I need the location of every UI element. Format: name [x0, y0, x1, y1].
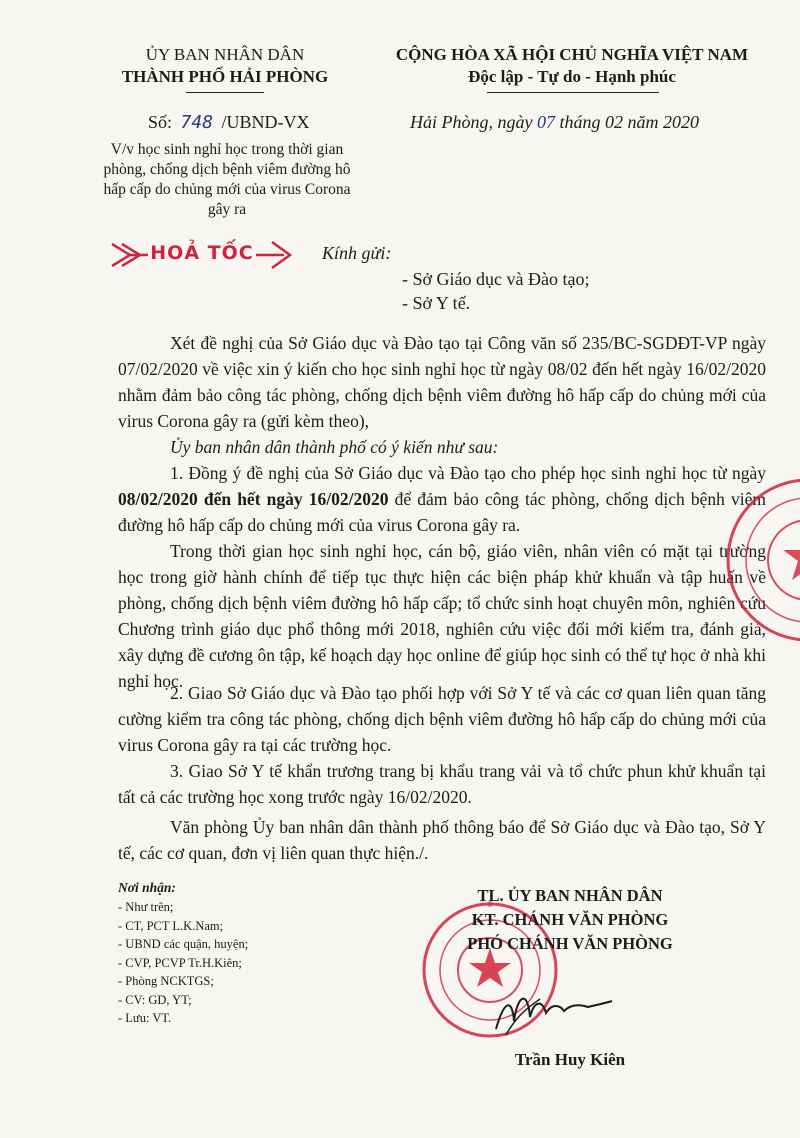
item1-text-b: để đảm bảo công tác phòng, chống dịch bệnh viêm đường hô hấp cấp do chủng mới của virus Corona gây ra.: [118, 489, 766, 535]
recipients-item: - CVP, PCVP Tr.H.Kiên;: [118, 955, 242, 970]
signature-line3: PHÓ CHÁNH VĂN PHÒNG: [467, 934, 673, 953]
urgent-stamp-text: HOẢ TỐC: [150, 242, 254, 264]
signer-name: Trần Huy Kiên: [514, 1050, 626, 1069]
recipients-list: [118, 878, 248, 1028]
nation-line2: Độc lập - Tự do - Hạnh phúc: [468, 67, 676, 86]
page-edge-seal: [718, 470, 800, 650]
body-item-3: 3. Giao Sở Y tế khẩn trương trang bị khẩu trang vải và tổ chức phun khử khuẩn tại tất cả các trường học xong trước ngày 16/02/2020.: [118, 761, 766, 807]
signature-line1: TL. ỦY BAN NHÂN DÂN: [477, 886, 663, 905]
recipients-item: - Như trên;: [118, 900, 174, 914]
recipients-item: - Lưu: VT.: [118, 1011, 172, 1025]
salutation-recipients: [402, 267, 589, 315]
recipients-title: Nơi nhận:: [118, 880, 176, 895]
recipient-item: - Sở Giáo dục và Đào tạo;: [402, 269, 590, 289]
org-name-line1: ỦY BAN NHÂN DÂN: [145, 45, 305, 64]
org-name-line2: THÀNH PHỐ HẢI PHÒNG: [121, 67, 329, 86]
urgent-stamp: [108, 234, 298, 276]
body-item-2: 2. Giao Sở Giáo dục và Đào tạo phối hợp với Sở Y tế và các cơ quan liên quan tăng cường kiểm tra công tác phòng, chống dịch bệnh viêm đường hô hấp cấp do chủng mới của virus Corona gây ra tại các trường học.: [118, 683, 766, 755]
signature-line2: KT. CHÁNH VĂN PHÒNG: [471, 910, 669, 929]
issuing-organization: [110, 44, 340, 88]
place-date-suffix: tháng 02 năm 2020: [559, 112, 699, 132]
place-date-day: 07: [536, 112, 555, 132]
salutation-label: Kính gửi:: [322, 243, 392, 263]
place-date: [410, 112, 699, 133]
body-paragraph-3: Trong thời gian học sinh nghỉ học, cán bộ, giáo viên, nhân viên có mặt tại trường học trong giờ hành chính để tiếp tục thực hiện các biện pháp khử khuẩn và tập huấn về phòng, chống dịch bệnh viêm đường hô hấp cấp; tổ chức sinh hoạt chuyên môn, nghiên cứu Chương trình giáo dục phổ thông mới 2018, nghiên cứu việc đổi mới kiểm tra, đánh giá, xây dựng đề cương ôn tập, kế hoạch dạy học online để giúp học sinh có thể tự học ở nhà khi nghỉ học.: [118, 541, 766, 691]
signature-icon: [488, 985, 618, 1043]
doc-number-suffix: /UBND-VX: [221, 112, 310, 132]
handwritten-signature: [488, 985, 618, 1043]
subject-line: V/v học sinh nghỉ học trong thời gian phòng, chống dịch bệnh viêm đường hô hấp cấp do chủng mới của virus Corona gây ra: [103, 141, 351, 218]
nation-line1: CỘNG HÒA XÃ HỘI CHỦ NGHĨA VIỆT NAM: [395, 45, 749, 64]
doc-number-handwritten: 748: [180, 112, 214, 133]
edge-seal-icon: [718, 470, 800, 650]
document-number: [148, 112, 310, 133]
recipients-item: - UBND các quận, huyện;: [118, 937, 249, 951]
recipients-item: - Phòng NCKTGS;: [118, 974, 214, 988]
place-date-prefix: Hải Phòng, ngày: [410, 112, 533, 132]
recipient-item: - Sở Y tế.: [402, 293, 471, 313]
org-underline: [186, 92, 264, 93]
item1-dates: 08/02/2020 đến hết ngày 16/02/2020: [118, 489, 389, 509]
national-motto: [372, 44, 772, 88]
body-paragraph-1: Xét đề nghị của Sở Giáo dục và Đào tạo tại Công văn số 235/BC-SGDĐT-VP ngày 07/02/2020 về việc xin ý kiến cho học sinh nghỉ học từ ngày 08/02 đến hết ngày 16/02/2020 nhằm đảm bảo công tác phòng, chống dịch bệnh viêm đường hô hấp cấp do chủng mới của virus Corona gây ra (gửi kèm theo),: [118, 333, 766, 431]
body-closing: Văn phòng Ủy ban nhân dân thành phố thông báo để Sở Giáo dục và Đào tạo, Sở Y tế, các cơ quan, đơn vị liên quan thực hiện./.: [118, 817, 766, 863]
doc-number-prefix: Số:: [148, 112, 173, 132]
body-paragraph-2: Ủy ban nhân dân thành phố có ý kiến như sau:: [170, 437, 499, 457]
recipients-item: - CT, PCT L.K.Nam;: [118, 918, 224, 933]
item1-text-a: 1. Đồng ý đề nghị của Sở Giáo dục và Đào tạo cho phép học sinh nghỉ học từ ngày: [170, 463, 766, 483]
recipients-item: - CV: GD, YT;: [118, 992, 192, 1007]
signature-block: [440, 884, 700, 956]
motto-underline: [487, 92, 659, 93]
body-item-1: [118, 460, 766, 538]
